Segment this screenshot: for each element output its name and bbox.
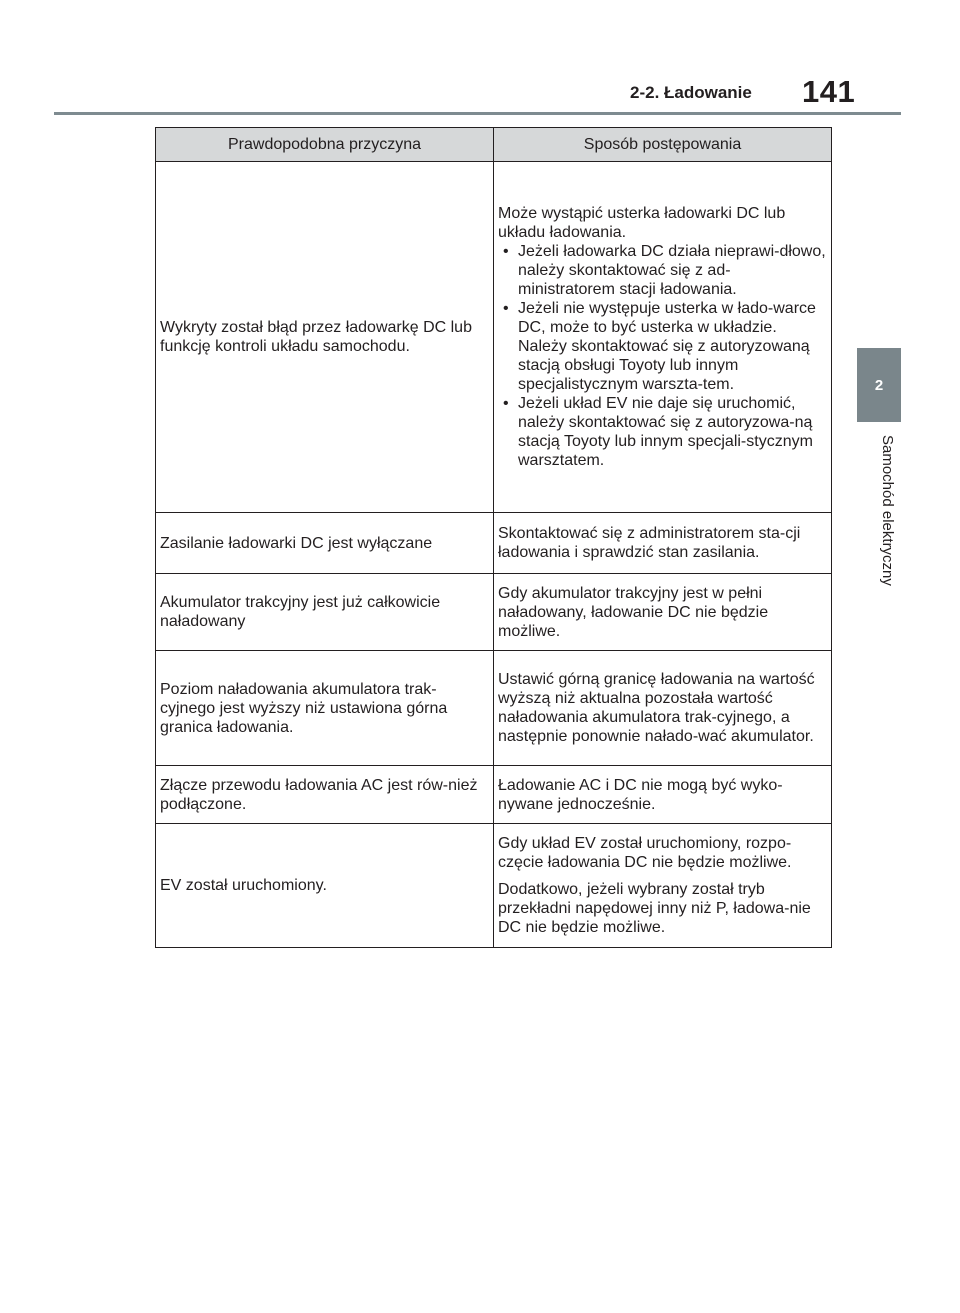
remedy-cell: Skontaktować się z administratorem sta-cji ładowania i sprawdzić stan zasilania. [494,513,832,574]
cause-cell: Złącze przewodu ładowania AC jest rów-nież podłączone. [156,766,494,824]
remedy-bullet: • Jeżeli układ EV nie daje się uruchomić, należy skontaktować się z autoryzowa-ną stacją Toyoty lub innym specjali-stycznym warsztatem. [498,394,827,470]
cause-cell: Akumulator trakcyjny jest już całkowicie naładowany [156,574,494,651]
page-number: 141 [802,74,856,109]
remedy-cell [494,162,832,513]
remedy-bullet-list [498,242,827,470]
table-row [156,513,832,574]
section-title: 2-2. Ładowanie [630,83,752,102]
table-row [156,162,832,513]
table-row [156,824,832,948]
cause-cell: Zasilanie ładowarki DC jest wyłączane [156,513,494,574]
header-divider [54,112,901,115]
remedy-bullet: • Jeżeli ładowarka DC działa nieprawi-dłowo, należy skontaktować się z ad-ministratorem stacji ładowania. [498,242,827,299]
remedy-bullet: • Jeżeli nie występuje usterka w łado-warce DC, może to być usterka w układzie. Należy skontaktować się z autoryzowaną stacją obsługi Toyoty lub innym specjalistycznym warszta-tem. [498,299,827,394]
cause-cell: EV został uruchomiony. [156,824,494,948]
remedy-cell [494,824,832,948]
remedy-cell: Ustawić górną granicę ładowania na wartość wyższą niż aktualna pozostała wartość naładowania akumulatora trak-cyjnego, a następnie ponownie nałado-wać akumulator. [494,651,832,766]
cause-cell: Poziom naładowania akumulatora trak-cyjnego jest wyższy niż ustawiona górna granica ładowania. [156,651,494,766]
chapter-title: Samochód elektryczny [879,435,896,586]
troubleshooting-table [155,127,832,948]
cause-cell: Wykryty został błąd przez ładowarkę DC lub funkcję kontroli układu samochodu. [156,162,494,513]
remedy-cell: Ładowanie AC i DC nie mogą być wyko-nywane jednocześnie. [494,766,832,824]
remedy-cell: Gdy akumulator trakcyjny jest w pełni naładowany, ładowanie DC nie będzie możliwe. [494,574,832,651]
column-header-cause: Prawdopodobna przyczyna [156,128,494,162]
chapter-tab [857,348,901,422]
remedy-paragraph: Gdy układ EV został uruchomiony, rozpo-częcie ładowania DC nie będzie możliwe. [498,835,792,871]
column-header-remedy: Sposób postępowania [494,128,832,162]
chapter-number: 2 [874,376,884,394]
table-row [156,651,832,766]
remedy-paragraph: Dodatkowo, jeżeli wybrany został tryb przekładni napędowej inny niż P, ładowa-nie DC nie będzie możliwe. [498,881,811,936]
table-row [156,574,832,651]
table-header-row [156,128,832,162]
table-row [156,766,832,824]
remedy-intro: Może wystąpić usterka ładowarki DC lub układu ładowania. [498,205,786,241]
